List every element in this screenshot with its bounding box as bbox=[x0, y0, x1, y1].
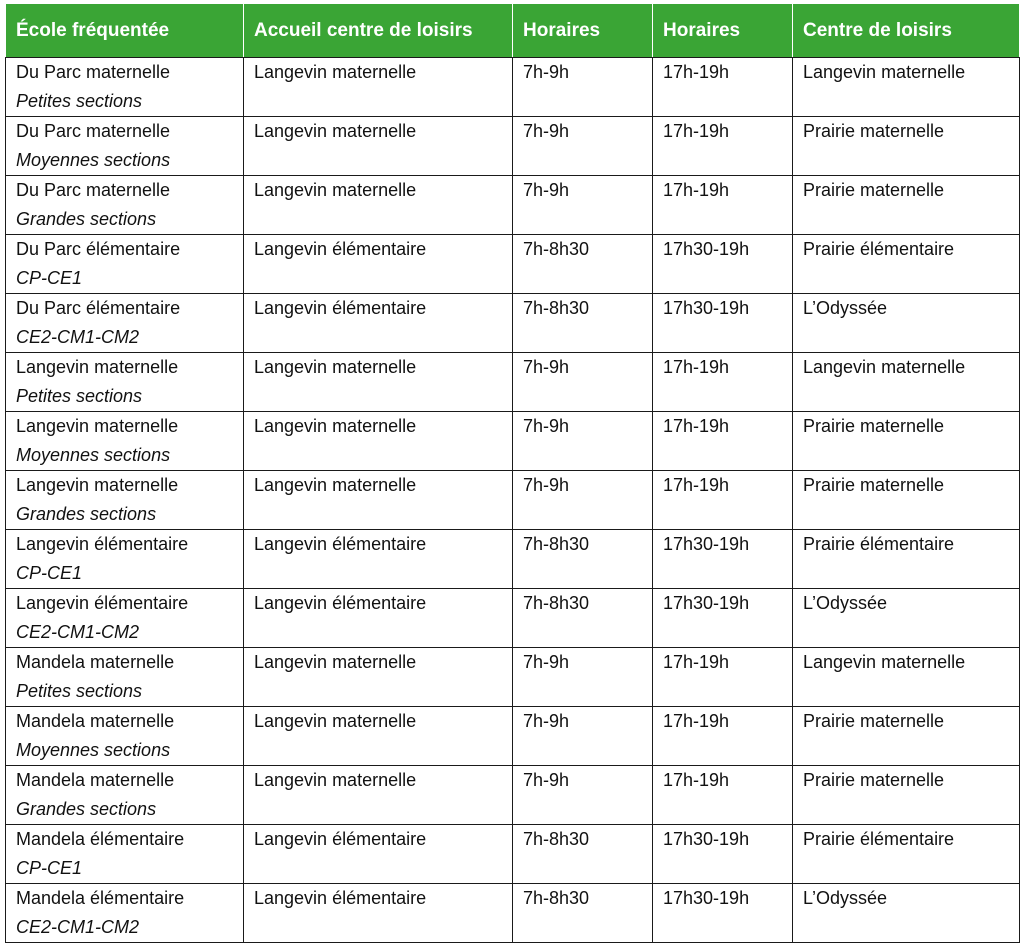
school-name: Langevin élémentaire bbox=[16, 593, 189, 613]
table-row bbox=[6, 589, 1020, 648]
accueil-cell-text: Langevin élémentaire bbox=[254, 829, 427, 849]
horaire-soir-cell-text: 17h30-19h bbox=[663, 534, 750, 554]
accueil-cell-text: Langevin maternelle bbox=[254, 357, 417, 377]
school-name: Langevin élémentaire bbox=[16, 534, 189, 554]
ecole-cell bbox=[6, 707, 244, 766]
header-horaires-matin: Horaires bbox=[513, 4, 653, 58]
centre-cell-text: L’Odyssée bbox=[803, 593, 888, 613]
school-name: Du Parc maternelle bbox=[16, 121, 171, 141]
school-name: Du Parc élémentaire bbox=[16, 239, 181, 259]
horaire-matin-cell-text: 7h-8h30 bbox=[523, 829, 590, 849]
horaire-soir-cell bbox=[653, 58, 793, 117]
accueil-cell bbox=[244, 530, 513, 589]
table-row bbox=[6, 294, 1020, 353]
school-name: Mandela maternelle bbox=[16, 711, 175, 731]
ecole-cell bbox=[6, 589, 244, 648]
horaire-soir-cell-text: 17h-19h bbox=[663, 121, 730, 141]
centre-cell-text: L’Odyssée bbox=[803, 298, 888, 318]
horaire-matin-cell-text: 7h-9h bbox=[523, 652, 570, 672]
centre-cell bbox=[793, 412, 1020, 471]
centre-cell bbox=[793, 235, 1020, 294]
centre-cell-text: Prairie maternelle bbox=[803, 770, 945, 790]
centre-cell-text: Prairie maternelle bbox=[803, 416, 945, 436]
horaire-matin-cell-text: 7h-9h bbox=[523, 121, 570, 141]
accueil-cell-text: Langevin maternelle bbox=[254, 475, 417, 495]
horaire-matin-cell bbox=[513, 412, 653, 471]
horaire-matin-cell bbox=[513, 471, 653, 530]
horaire-matin-cell-text: 7h-8h30 bbox=[523, 239, 590, 259]
centre-cell-text: Langevin maternelle bbox=[803, 62, 966, 82]
horaire-soir-cell-text: 17h-19h bbox=[663, 357, 730, 377]
horaire-matin-cell bbox=[513, 58, 653, 117]
school-section: Grandes sections bbox=[16, 209, 157, 229]
school-name: Mandela maternelle bbox=[16, 652, 175, 672]
horaire-matin-cell bbox=[513, 766, 653, 825]
school-section: Moyennes sections bbox=[16, 150, 171, 170]
horaire-matin-cell bbox=[513, 176, 653, 235]
accueil-cell-text: Langevin maternelle bbox=[254, 770, 417, 790]
centre-cell-text: Prairie élémentaire bbox=[803, 534, 955, 554]
ecole-cell bbox=[6, 353, 244, 412]
centre-cell bbox=[793, 766, 1020, 825]
school-name: Mandela élémentaire bbox=[16, 829, 185, 849]
horaire-matin-cell bbox=[513, 294, 653, 353]
ecole-cell bbox=[6, 117, 244, 176]
ecole-cell bbox=[6, 825, 244, 884]
centre-cell bbox=[793, 825, 1020, 884]
ecole-cell bbox=[6, 412, 244, 471]
accueil-cell-text: Langevin maternelle bbox=[254, 62, 417, 82]
accueil-cell-text: Langevin élémentaire bbox=[254, 298, 427, 318]
school-section: CE2-CM1-CM2 bbox=[16, 327, 140, 347]
table-row bbox=[6, 766, 1020, 825]
accueil-cell bbox=[244, 825, 513, 884]
school-section: Moyennes sections bbox=[16, 740, 171, 760]
horaire-matin-cell-text: 7h-9h bbox=[523, 770, 570, 790]
centre-cell bbox=[793, 176, 1020, 235]
accueil-cell bbox=[244, 884, 513, 943]
horaire-matin-cell-text: 7h-9h bbox=[523, 475, 570, 495]
horaire-soir-cell bbox=[653, 825, 793, 884]
horaire-soir-cell-text: 17h30-19h bbox=[663, 888, 750, 908]
centre-cell bbox=[793, 530, 1020, 589]
accueil-cell-text: Langevin maternelle bbox=[254, 180, 417, 200]
horaire-soir-cell bbox=[653, 648, 793, 707]
centre-cell bbox=[793, 648, 1020, 707]
horaire-matin-cell-text: 7h-9h bbox=[523, 416, 570, 436]
accueil-cell bbox=[244, 707, 513, 766]
accueil-cell-text: Langevin élémentaire bbox=[254, 888, 427, 908]
horaire-matin-cell bbox=[513, 530, 653, 589]
accueil-cell bbox=[244, 176, 513, 235]
accueil-cell bbox=[244, 353, 513, 412]
centre-cell-text: Prairie maternelle bbox=[803, 711, 945, 731]
centre-cell bbox=[793, 707, 1020, 766]
horaire-soir-cell bbox=[653, 235, 793, 294]
centre-cell bbox=[793, 294, 1020, 353]
table-row bbox=[6, 117, 1020, 176]
horaire-matin-cell bbox=[513, 648, 653, 707]
horaire-matin-cell bbox=[513, 707, 653, 766]
horaire-soir-cell bbox=[653, 176, 793, 235]
school-name: Mandela élémentaire bbox=[16, 888, 185, 908]
accueil-cell-text: Langevin maternelle bbox=[254, 121, 417, 141]
accueil-cell-text: Langevin élémentaire bbox=[254, 534, 427, 554]
school-name: Mandela maternelle bbox=[16, 770, 175, 790]
horaire-matin-cell-text: 7h-9h bbox=[523, 357, 570, 377]
horaire-soir-cell bbox=[653, 294, 793, 353]
accueil-cell-text: Langevin maternelle bbox=[254, 652, 417, 672]
centre-cell bbox=[793, 117, 1020, 176]
ecole-cell bbox=[6, 58, 244, 117]
school-section: Petites sections bbox=[16, 681, 143, 701]
accueil-cell-text: Langevin maternelle bbox=[254, 416, 417, 436]
horaire-soir-cell-text: 17h-19h bbox=[663, 180, 730, 200]
centre-cell-text: Prairie maternelle bbox=[803, 121, 945, 141]
accueil-cell-text: Langevin maternelle bbox=[254, 711, 417, 731]
horaire-soir-cell-text: 17h-19h bbox=[663, 652, 730, 672]
school-name: Langevin maternelle bbox=[16, 416, 179, 436]
horaire-soir-cell-text: 17h30-19h bbox=[663, 298, 750, 318]
horaire-soir-cell-text: 17h30-19h bbox=[663, 239, 750, 259]
schedule-table-container bbox=[5, 3, 1020, 943]
centre-cell-text: Langevin maternelle bbox=[803, 652, 966, 672]
table-row bbox=[6, 648, 1020, 707]
accueil-cell bbox=[244, 471, 513, 530]
horaire-matin-cell-text: 7h-8h30 bbox=[523, 534, 590, 554]
table-body bbox=[6, 58, 1020, 943]
table-row bbox=[6, 58, 1020, 117]
accueil-cell bbox=[244, 766, 513, 825]
school-name: Langevin maternelle bbox=[16, 475, 179, 495]
ecole-cell bbox=[6, 471, 244, 530]
centre-cell bbox=[793, 58, 1020, 117]
horaire-matin-cell bbox=[513, 235, 653, 294]
horaire-matin-cell bbox=[513, 884, 653, 943]
horaire-matin-cell-text: 7h-9h bbox=[523, 711, 570, 731]
horaire-soir-cell bbox=[653, 471, 793, 530]
ecole-cell bbox=[6, 176, 244, 235]
horaire-soir-cell-text: 17h30-19h bbox=[663, 829, 750, 849]
horaire-soir-cell-text: 17h-19h bbox=[663, 416, 730, 436]
accueil-cell bbox=[244, 235, 513, 294]
horaire-soir-cell bbox=[653, 412, 793, 471]
school-section: CP-CE1 bbox=[16, 563, 83, 583]
accueil-cell-text: Langevin élémentaire bbox=[254, 239, 427, 259]
horaire-soir-cell bbox=[653, 530, 793, 589]
school-section: Petites sections bbox=[16, 91, 143, 111]
centre-cell bbox=[793, 353, 1020, 412]
ecole-cell bbox=[6, 235, 244, 294]
horaire-soir-cell-text: 17h-19h bbox=[663, 475, 730, 495]
centre-cell-text: Langevin maternelle bbox=[803, 357, 966, 377]
accueil-cell bbox=[244, 648, 513, 707]
horaire-matin-cell-text: 7h-8h30 bbox=[523, 888, 590, 908]
school-section: CP-CE1 bbox=[16, 268, 83, 288]
table-row bbox=[6, 530, 1020, 589]
horaire-matin-cell-text: 7h-8h30 bbox=[523, 298, 590, 318]
horaire-matin-cell bbox=[513, 589, 653, 648]
accueil-cell bbox=[244, 58, 513, 117]
centre-cell bbox=[793, 589, 1020, 648]
horaire-soir-cell bbox=[653, 766, 793, 825]
horaire-matin-cell bbox=[513, 825, 653, 884]
centre-cell bbox=[793, 884, 1020, 943]
school-section: CE2-CM1-CM2 bbox=[16, 917, 140, 937]
table-row bbox=[6, 412, 1020, 471]
accueil-cell bbox=[244, 412, 513, 471]
horaire-matin-cell bbox=[513, 117, 653, 176]
table-row bbox=[6, 176, 1020, 235]
header-ecole-frequentee: École fréquentée bbox=[6, 4, 244, 58]
table-row bbox=[6, 235, 1020, 294]
school-name: Du Parc maternelle bbox=[16, 180, 171, 200]
ecole-cell bbox=[6, 530, 244, 589]
header-centre-de-loisirs: Centre de loisirs bbox=[793, 4, 1020, 58]
school-section: CP-CE1 bbox=[16, 858, 83, 878]
horaire-soir-cell bbox=[653, 589, 793, 648]
centre-cell-text: Prairie maternelle bbox=[803, 475, 945, 495]
table-row bbox=[6, 707, 1020, 766]
table-row bbox=[6, 825, 1020, 884]
school-name: Du Parc élémentaire bbox=[16, 298, 181, 318]
horaire-soir-cell bbox=[653, 707, 793, 766]
horaire-soir-cell bbox=[653, 884, 793, 943]
horaire-matin-cell-text: 7h-9h bbox=[523, 180, 570, 200]
horaire-matin-cell-text: 7h-8h30 bbox=[523, 593, 590, 613]
ecole-cell bbox=[6, 884, 244, 943]
horaire-matin-cell-text: 7h-9h bbox=[523, 62, 570, 82]
horaire-matin-cell bbox=[513, 353, 653, 412]
ecole-cell bbox=[6, 648, 244, 707]
centre-cell-text: L’Odyssée bbox=[803, 888, 888, 908]
centre-cell-text: Prairie maternelle bbox=[803, 180, 945, 200]
table-header-row bbox=[6, 4, 1020, 58]
horaire-soir-cell bbox=[653, 117, 793, 176]
schedule-table bbox=[5, 3, 1020, 943]
centre-cell bbox=[793, 471, 1020, 530]
accueil-cell bbox=[244, 589, 513, 648]
centre-cell-text: Prairie élémentaire bbox=[803, 239, 955, 259]
table-row bbox=[6, 471, 1020, 530]
header-accueil-centre-de-loisirs: Accueil centre de loisirs bbox=[244, 4, 513, 58]
school-section: CE2-CM1-CM2 bbox=[16, 622, 140, 642]
horaire-soir-cell bbox=[653, 353, 793, 412]
table-row bbox=[6, 353, 1020, 412]
horaire-soir-cell-text: 17h-19h bbox=[663, 770, 730, 790]
school-section: Grandes sections bbox=[16, 504, 157, 524]
horaire-soir-cell-text: 17h-19h bbox=[663, 711, 730, 731]
accueil-cell bbox=[244, 117, 513, 176]
horaire-soir-cell-text: 17h30-19h bbox=[663, 593, 750, 613]
school-name: Du Parc maternelle bbox=[16, 62, 171, 82]
accueil-cell-text: Langevin élémentaire bbox=[254, 593, 427, 613]
ecole-cell bbox=[6, 294, 244, 353]
horaire-soir-cell-text: 17h-19h bbox=[663, 62, 730, 82]
table-row bbox=[6, 884, 1020, 943]
school-section: Moyennes sections bbox=[16, 445, 171, 465]
centre-cell-text: Prairie élémentaire bbox=[803, 829, 955, 849]
header-horaires-soir: Horaires bbox=[653, 4, 793, 58]
ecole-cell bbox=[6, 766, 244, 825]
school-section: Grandes sections bbox=[16, 799, 157, 819]
school-name: Langevin maternelle bbox=[16, 357, 179, 377]
school-section: Petites sections bbox=[16, 386, 143, 406]
accueil-cell bbox=[244, 294, 513, 353]
